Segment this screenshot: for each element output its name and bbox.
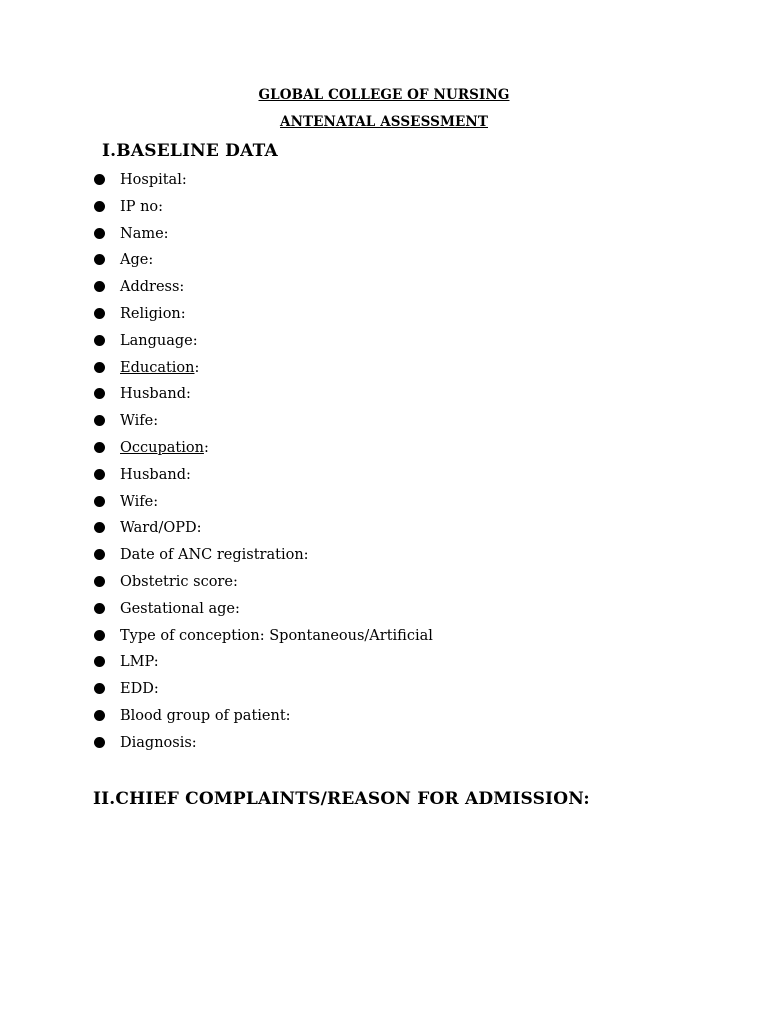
field-label xyxy=(120,438,209,458)
field-label-text: Husband: xyxy=(120,466,191,483)
bullet-icon xyxy=(94,496,105,507)
field-label-text: EDD: xyxy=(120,681,159,698)
field-label xyxy=(120,626,433,646)
field-label xyxy=(120,411,158,431)
bullet-icon xyxy=(94,630,105,641)
field-label-text: Education xyxy=(120,359,195,376)
bullet-icon xyxy=(94,549,105,560)
bullet-icon xyxy=(94,308,105,319)
bullet-icon xyxy=(94,469,105,480)
field-label xyxy=(120,679,159,699)
bullet-icon xyxy=(94,362,105,373)
field-label-text: Wife: xyxy=(120,493,159,510)
bullet-icon xyxy=(94,335,105,346)
field-label-text: Religion: xyxy=(120,305,186,322)
field-label xyxy=(120,706,291,726)
field-label-text: Occupation xyxy=(120,439,204,456)
college-title: GLOBAL COLLEGE OF NURSING xyxy=(258,87,510,103)
bullet-icon xyxy=(94,683,105,694)
field-label-text: Hospital: xyxy=(120,172,187,188)
bullet-icon xyxy=(94,656,105,667)
bullet-icon xyxy=(94,415,105,426)
bullet-icon xyxy=(94,228,105,239)
bullet-icon xyxy=(94,710,105,721)
field-label-text: Age: xyxy=(120,252,154,269)
field-label-colon: : xyxy=(203,439,209,456)
field-label xyxy=(120,170,187,190)
bullet-icon xyxy=(94,522,105,533)
form-title: ANTENATAL ASSESSMENT xyxy=(280,114,488,130)
field-label xyxy=(120,652,159,672)
field-label xyxy=(120,599,240,619)
bullet-icon xyxy=(94,388,105,399)
bullet-icon xyxy=(94,254,105,265)
field-label-text: LMP: xyxy=(120,654,159,671)
field-label-text: Diagnosis: xyxy=(120,734,197,751)
field-label xyxy=(120,492,158,512)
field-label-text: IP no: xyxy=(120,198,164,215)
field-label xyxy=(120,465,191,485)
field-label-text: Type of conception: Spontaneous/Artificial xyxy=(120,627,433,644)
bullet-icon xyxy=(94,442,105,453)
bullet-icon xyxy=(94,281,105,292)
field-label xyxy=(120,304,186,324)
field-label-colon: : xyxy=(194,359,200,376)
field-label xyxy=(120,545,309,565)
field-label-text: Name: xyxy=(120,225,169,242)
field-label xyxy=(120,358,199,378)
field-label-text: Wife: xyxy=(120,413,159,430)
bullet-icon xyxy=(94,737,105,748)
bullet-icon xyxy=(94,201,105,212)
field-label-text: Date of ANC registration: xyxy=(120,547,309,564)
bullet-icon xyxy=(94,603,105,614)
field-label xyxy=(120,733,197,753)
field-label xyxy=(120,250,153,270)
bullet-icon xyxy=(94,174,105,185)
field-label xyxy=(120,572,238,592)
field-label-text: Obstetric score: xyxy=(120,573,238,590)
bullet-icon xyxy=(94,576,105,587)
baseline-data-heading: I.BASELINE DATA xyxy=(102,141,278,161)
field-label-text: Husband: xyxy=(120,386,191,403)
field-label-text: Blood group of patient: xyxy=(120,707,291,724)
field-label xyxy=(120,197,163,217)
field-label-text: Ward/OPD: xyxy=(120,520,202,537)
chief-complaints-heading: II.CHIEF COMPLAINTS/REASON FOR ADMISSION: xyxy=(93,789,590,809)
field-label-text: Address: xyxy=(120,279,185,296)
field-label xyxy=(120,384,191,404)
field-label xyxy=(120,331,198,351)
field-label-text: Gestational age: xyxy=(120,600,240,617)
field-label-text: Language: xyxy=(120,332,198,349)
field-label xyxy=(120,277,184,297)
field-label xyxy=(120,518,202,538)
field-label xyxy=(120,224,169,244)
